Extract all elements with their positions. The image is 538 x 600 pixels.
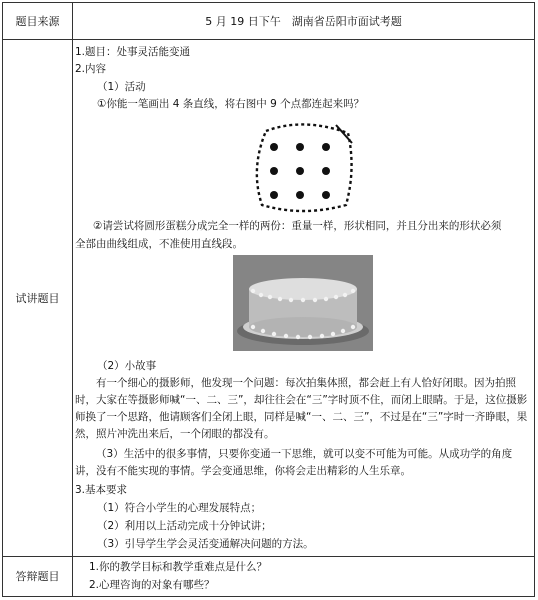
- pen-stroke: [336, 125, 352, 143]
- requirement-2: （2）利用以上活动完成十分钟试讲；: [97, 520, 272, 532]
- content-heading: 2.内容: [75, 63, 107, 75]
- lesson-paragraph: （3）生活中的很多事情，只要你变通一下思维，就可以变不可能为可能。从成功学的角度讲，没有不能实现的事情。学会变通思维，你将会走出精彩的人生乐章。: [75, 448, 513, 477]
- story-heading: （2）小故事: [97, 360, 157, 372]
- dot-grid: [270, 143, 330, 199]
- activity-question-1: ①你能一笔画出 4 条直线，将右图中 9 个点都连起来吗？: [97, 98, 365, 110]
- source-title: 5 月 19 日下午 湖南省岳阳市面试考题: [205, 15, 402, 28]
- nine-dots-figure: [248, 121, 358, 213]
- requirement-3: （3）引导学生学会灵活变通解决问题的方法。: [97, 538, 314, 550]
- cake-photo: [233, 255, 373, 351]
- exam-table: [2, 2, 535, 597]
- main-label: 试讲题目: [15, 291, 60, 305]
- requirement-1: （1）符合小学生的心理发展特点；: [97, 502, 262, 514]
- defense-label: 答辩题目: [15, 570, 60, 583]
- activity-heading: （1）活动: [97, 81, 146, 93]
- requirements-heading: 3.基本要求: [75, 484, 128, 496]
- activity-question-2-line2: 全部由曲线组成，不准使用直线段。: [75, 238, 243, 250]
- source-label: 题目来源: [15, 15, 60, 28]
- defense-question-2: 2.心理咨询的对象有哪些？: [89, 579, 215, 591]
- activity-question-2-line1: ②请尝试将圆形蛋糕分成完全一样的两份：重量一样，形状相同，并且分出来的形状必须: [93, 220, 502, 232]
- topic-line: 1.题目：处事灵活能变通: [75, 46, 191, 58]
- row-divider: [3, 556, 534, 557]
- defense-question-1: 1.你的教学目标和教学重难点是什么？: [89, 561, 268, 573]
- row-divider: [3, 39, 534, 40]
- dashed-boundary: [257, 124, 352, 211]
- column-divider: [72, 3, 73, 596]
- cake-illustration: [233, 255, 373, 351]
- story-paragraph: 有一个细心的摄影师，他发现一个问题：每次拍集体照，都会赶上有人恰好闭眼。因为拍照时，大家在等摄影师喊“一、二、三”，却往往会在“三”字时顶不住，而闭上眼睛。于是，这位摄影师换了一个思路，他请顾客们全闭上眼，同样是喊“一、二、三”，不过是在“三”字时一齐睁眼，果然，照片冲洗出来后，一个闭眼的都没有。: [75, 377, 528, 440]
